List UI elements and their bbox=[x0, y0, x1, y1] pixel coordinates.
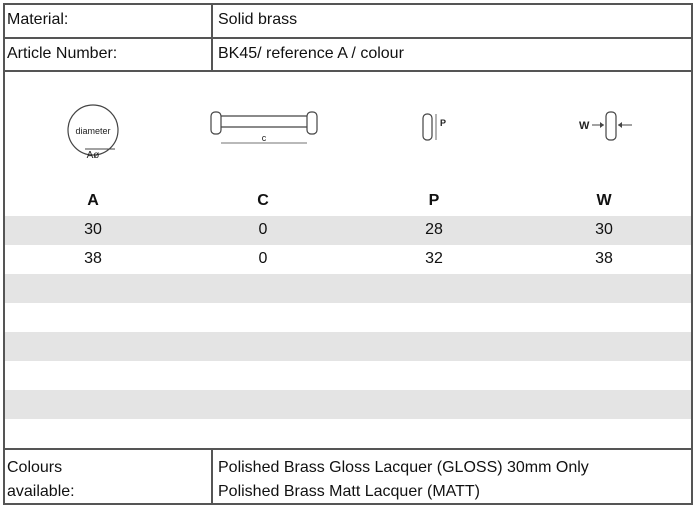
dimensions-section bbox=[5, 72, 691, 450]
handle-length-icon bbox=[207, 110, 323, 150]
empty-row bbox=[5, 390, 691, 419]
article-value: BK45/ reference A / colour bbox=[218, 45, 404, 62]
cell-c: 0 bbox=[258, 250, 268, 267]
colour-option: Polished Brass Matt Lacquer (MATT) bbox=[218, 483, 481, 500]
header-p: P bbox=[428, 192, 440, 209]
header-w: W bbox=[596, 192, 612, 209]
table-row bbox=[5, 216, 691, 245]
dimension-diagrams bbox=[5, 72, 691, 182]
cell-c: 0 bbox=[258, 221, 268, 238]
colours-label-line1: Colours bbox=[7, 459, 63, 476]
colours-options bbox=[213, 450, 691, 503]
material-row bbox=[5, 5, 691, 39]
empty-row bbox=[5, 361, 691, 390]
cell-w: 30 bbox=[595, 221, 613, 238]
article-label: Article Number: bbox=[5, 39, 213, 70]
material-value: Solid brass bbox=[218, 11, 298, 28]
empty-row bbox=[5, 332, 691, 361]
material-label: Material: bbox=[5, 5, 213, 37]
header-c: C bbox=[257, 192, 269, 209]
cell-p: 32 bbox=[425, 250, 443, 267]
diameter-text: diameter bbox=[75, 126, 111, 136]
diameter-icon bbox=[65, 92, 125, 162]
table-header bbox=[5, 188, 691, 216]
article-row bbox=[5, 39, 691, 72]
colours-label bbox=[5, 450, 213, 503]
cell-a: 38 bbox=[84, 250, 102, 267]
cell-w: 38 bbox=[595, 250, 613, 267]
w-dimension-label: W bbox=[579, 120, 590, 132]
empty-row bbox=[5, 303, 691, 332]
width-icon bbox=[577, 110, 647, 146]
colours-label-line2: available: bbox=[7, 483, 75, 500]
projection-icon bbox=[419, 112, 459, 146]
colour-option: Polished Brass Gloss Lacquer (GLOSS) 30mm Only bbox=[218, 459, 589, 476]
header-a: A bbox=[87, 192, 99, 209]
cell-p: 28 bbox=[425, 221, 443, 238]
p-dimension-label: P bbox=[440, 118, 447, 128]
cell-a: 30 bbox=[84, 221, 102, 238]
colours-row bbox=[5, 450, 691, 503]
diameter-symbol: Aø bbox=[86, 150, 100, 161]
empty-row bbox=[5, 274, 691, 303]
c-dimension-label: c bbox=[261, 133, 267, 143]
table-row bbox=[5, 245, 691, 274]
spec-sheet bbox=[3, 3, 693, 505]
